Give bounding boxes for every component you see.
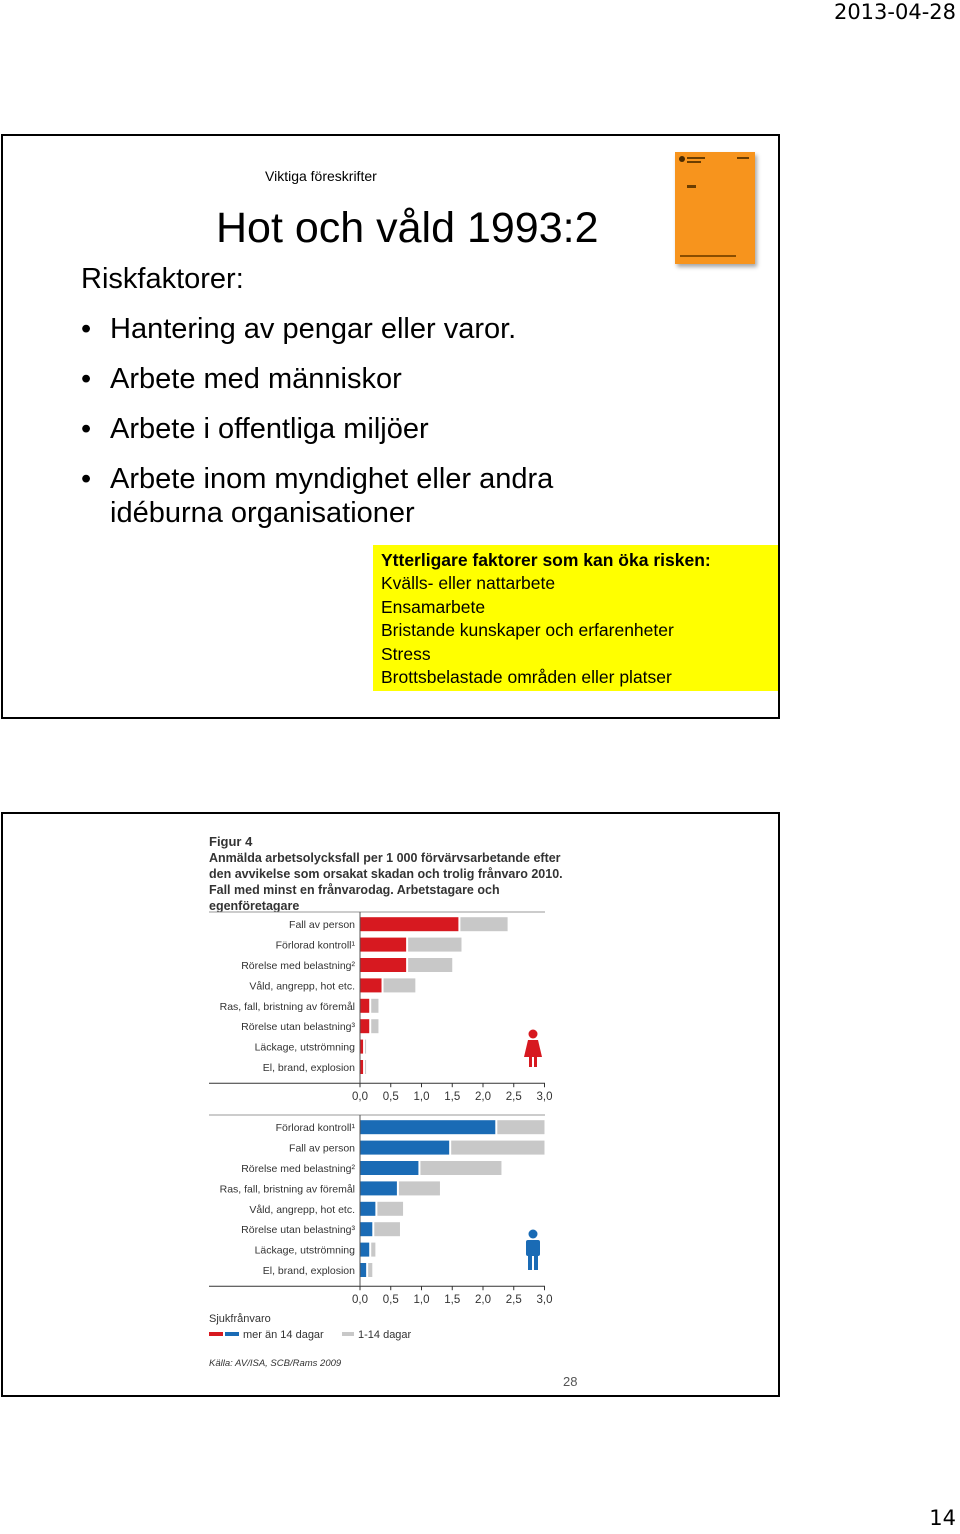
figure-label: Figur 4 [209, 834, 253, 849]
category-label: Våld, angrepp, hot etc. [249, 1203, 355, 1216]
list-item: • Arbete med människor [81, 362, 630, 396]
bar-long-absence [360, 978, 382, 992]
x-tick-label: 2,0 [475, 1091, 491, 1104]
bar-long-absence [360, 1222, 372, 1236]
bar-short-absence [408, 938, 461, 952]
category-label: Ras, fall, bristning av föremål [219, 1000, 355, 1013]
category-label: Fall av person [289, 1142, 355, 1155]
bar-short-absence [460, 917, 507, 931]
page-date: 2013-04-28 [833, 0, 956, 24]
category-label: El, brand, explosion [262, 1062, 355, 1074]
box-item: Stress [381, 643, 431, 664]
x-tick-label: 0,0 [352, 1294, 368, 1307]
figure-title: Anmälda arbetsolycksfall per 1 000 förvärvsarbetande efter den avvikelse som orsakat skadan och trolig frånvaro 2010. Fall med minst en frånvarodag. Arbetstagare och egenföretagare [209, 851, 563, 913]
bar-short-absence [497, 1120, 544, 1134]
x-tick-label: 1,5 [444, 1091, 461, 1104]
woman-icon [529, 1057, 532, 1067]
box-item: Bristande kunskaper och erfarenheter [381, 620, 674, 641]
bar-long-absence [360, 1161, 418, 1175]
page-number: 14 [929, 1506, 956, 1530]
woman-icon [524, 1040, 542, 1057]
bar-long-absence [360, 1243, 369, 1257]
category-label: El, brand, explosion [262, 1265, 355, 1277]
category-label: Rörelse utan belastning³ [241, 1224, 355, 1237]
bar-long-absence [360, 917, 458, 931]
bar-short-absence [365, 1060, 366, 1074]
list-item: • Hantering av pengar eller varor. [81, 312, 630, 346]
list-item: • Arbete inom myndighet eller andra idéburna organisationer [81, 462, 630, 530]
category-label: Ras, fall, bristning av föremål [219, 1183, 355, 1196]
bar-long-absence [360, 1181, 397, 1195]
slide-figure-4 [1, 812, 780, 1397]
x-tick-label: 1,0 [413, 1091, 430, 1104]
bar-short-absence [371, 999, 378, 1013]
legend-swatch-women [209, 1332, 223, 1336]
slide-title: Hot och våld 1993:2 [216, 204, 599, 252]
bar-short-absence [371, 1019, 378, 1033]
category-label: Våld, angrepp, hot etc. [249, 980, 355, 993]
legend-swatch-men [225, 1332, 239, 1336]
category-label: Förlorad kontroll¹ [275, 939, 355, 952]
list-item: • Arbete i offentliga miljöer [81, 412, 630, 446]
slide-number: 28 [563, 1374, 578, 1389]
box-item: Brottsbelastade områden eller platser [381, 667, 672, 688]
bar-long-absence [360, 938, 406, 952]
afs-cover-thumbnail [675, 152, 755, 264]
legend-label-long: mer än 14 dagar [243, 1329, 324, 1341]
category-label: Läckage, utströmning [254, 1041, 355, 1054]
bar-short-absence [408, 958, 452, 972]
agency-logo-icon [679, 156, 685, 162]
risk-factor-list [81, 312, 630, 546]
bar-long-absence [360, 1141, 449, 1155]
category-label: Rörelse med belastning² [241, 1163, 355, 1175]
box-item: Kvälls- eller nattarbete [381, 573, 556, 594]
x-tick-label: 0,5 [382, 1294, 399, 1307]
man-icon [529, 1230, 538, 1239]
x-tick-label: 1,0 [413, 1294, 430, 1307]
bar-short-absence [399, 1181, 440, 1195]
bar-short-absence [365, 1040, 366, 1054]
bar-short-absence [374, 1222, 400, 1236]
figure-source: Källa: AV/ISA, SCB/Rams 2009 [209, 1358, 342, 1369]
x-tick-label: 2,5 [505, 1294, 522, 1307]
woman-icon [534, 1057, 537, 1067]
bar-long-absence [360, 1019, 369, 1033]
woman-icon [529, 1030, 538, 1039]
bar-long-absence [360, 958, 406, 972]
category-label: Fall av person [289, 919, 355, 932]
bar-long-absence [360, 1120, 495, 1134]
man-icon [528, 1256, 532, 1270]
bar-long-absence [360, 999, 369, 1013]
category-label: Läckage, utströmning [254, 1244, 355, 1257]
slide-hot-och-vald [1, 134, 780, 719]
man-icon [526, 1240, 540, 1256]
category-label: Rörelse med belastning² [241, 960, 355, 972]
bar-short-absence [384, 978, 416, 992]
category-label: Förlorad kontroll¹ [275, 1122, 355, 1135]
bar-long-absence [360, 1263, 366, 1277]
x-tick-label: 2,5 [505, 1091, 522, 1104]
box-item: Ensamarbete [381, 596, 486, 617]
bar-long-absence [360, 1202, 375, 1216]
x-tick-label: 1,5 [444, 1294, 461, 1307]
legend-label-short: 1-14 dagar [358, 1329, 412, 1341]
slide-subtitle: Riskfaktorer: [81, 263, 244, 295]
extra-risk-factors-box [373, 545, 778, 691]
x-tick-label: 3,0 [536, 1091, 553, 1104]
category-label: Rörelse utan belastning³ [241, 1021, 355, 1034]
man-icon [534, 1256, 538, 1270]
bar-short-absence [377, 1202, 403, 1216]
box-heading: Ytterligare faktorer som kan öka risken: [381, 550, 711, 570]
bar-short-absence [420, 1161, 501, 1175]
x-tick-label: 3,0 [536, 1294, 553, 1307]
x-tick-label: 2,0 [475, 1294, 491, 1307]
bar-short-absence [371, 1243, 375, 1257]
x-tick-label: 0,0 [352, 1091, 368, 1104]
bar-short-absence [451, 1141, 544, 1155]
legend-title: Sjukfrånvaro [209, 1313, 271, 1325]
x-tick-label: 0,5 [382, 1091, 399, 1104]
slide-header: Viktiga föreskrifter [265, 168, 377, 184]
accident-chart [3, 814, 778, 1395]
bar-short-absence [368, 1263, 372, 1277]
legend-swatch-short [342, 1332, 354, 1336]
